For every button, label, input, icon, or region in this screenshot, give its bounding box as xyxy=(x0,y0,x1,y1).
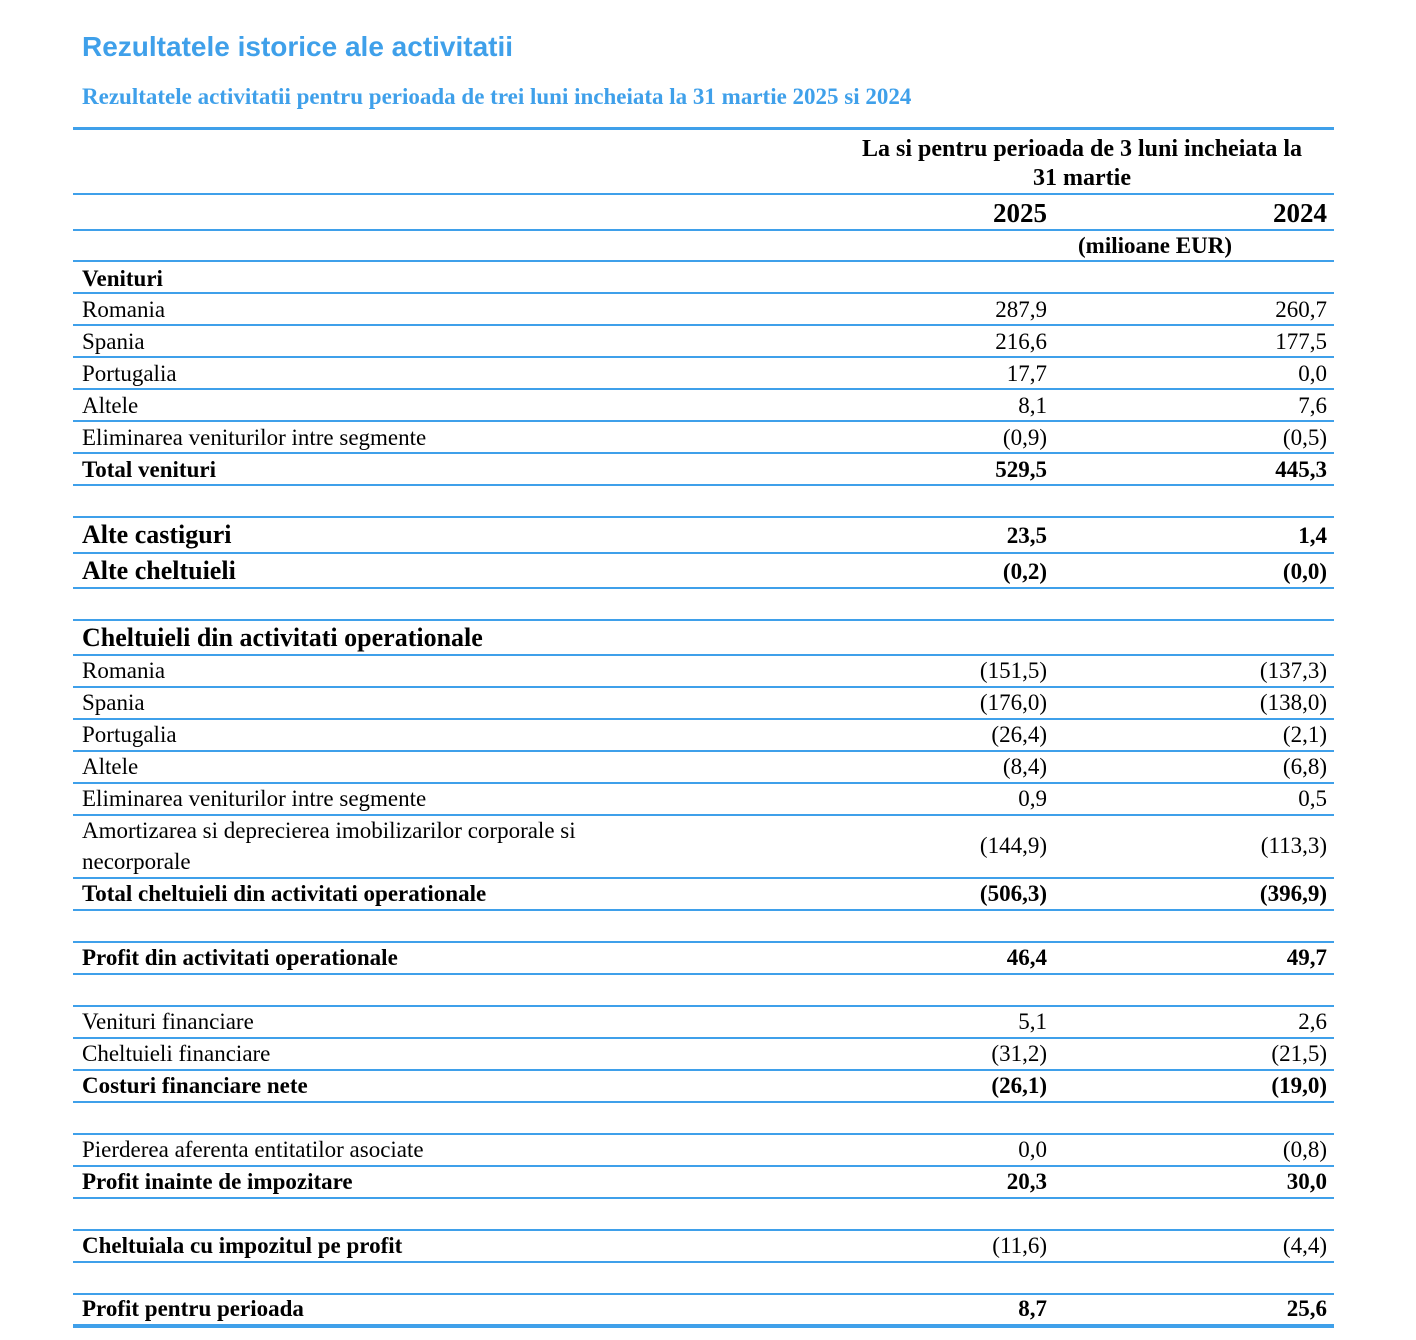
rule xyxy=(73,750,1334,752)
rule xyxy=(73,1005,1334,1007)
rule xyxy=(73,420,1334,422)
rule xyxy=(73,484,1334,486)
rule xyxy=(73,356,1334,358)
rule xyxy=(73,1165,1334,1167)
period-header-line1: La si pentru perioada de 3 luni incheiata la xyxy=(861,136,1303,162)
rule xyxy=(73,654,1334,656)
rule xyxy=(73,1261,1334,1263)
rule xyxy=(73,1101,1334,1103)
rule xyxy=(73,587,1334,589)
rule xyxy=(73,619,1334,621)
rule xyxy=(73,686,1334,688)
rule xyxy=(73,877,1334,879)
rule-bottom xyxy=(73,1324,1334,1328)
rule xyxy=(73,388,1334,390)
rule xyxy=(73,1069,1334,1071)
page-title: Rezultatele istorice ale activitatii xyxy=(82,31,514,62)
rule xyxy=(73,260,1334,262)
year-2024-header: 2024 xyxy=(1273,198,1327,228)
rule-top xyxy=(73,127,1334,130)
rule xyxy=(73,292,1334,294)
rule xyxy=(73,516,1334,518)
rule xyxy=(73,324,1334,326)
rule xyxy=(73,1293,1334,1295)
rule xyxy=(73,1229,1334,1231)
rule xyxy=(73,782,1334,784)
rule xyxy=(73,229,1334,231)
unit-label: (milioane EUR) xyxy=(1078,233,1232,258)
rule xyxy=(73,909,1334,911)
table-subtitle: Rezultatele activitatii pentru perioada de trei luni incheiata la 31 martie 2025 si 2024 xyxy=(82,84,912,109)
year-2025-header: 2025 xyxy=(993,198,1047,228)
rule xyxy=(73,193,1334,195)
rule xyxy=(73,814,1334,816)
rule xyxy=(73,452,1334,454)
period-header-line2: 31 martie xyxy=(1033,165,1131,191)
rule xyxy=(73,718,1334,720)
rule xyxy=(73,1133,1334,1135)
rule xyxy=(73,1197,1334,1199)
rule xyxy=(73,1037,1334,1039)
rule xyxy=(73,941,1334,943)
rule xyxy=(73,973,1334,975)
rule xyxy=(73,552,1334,554)
